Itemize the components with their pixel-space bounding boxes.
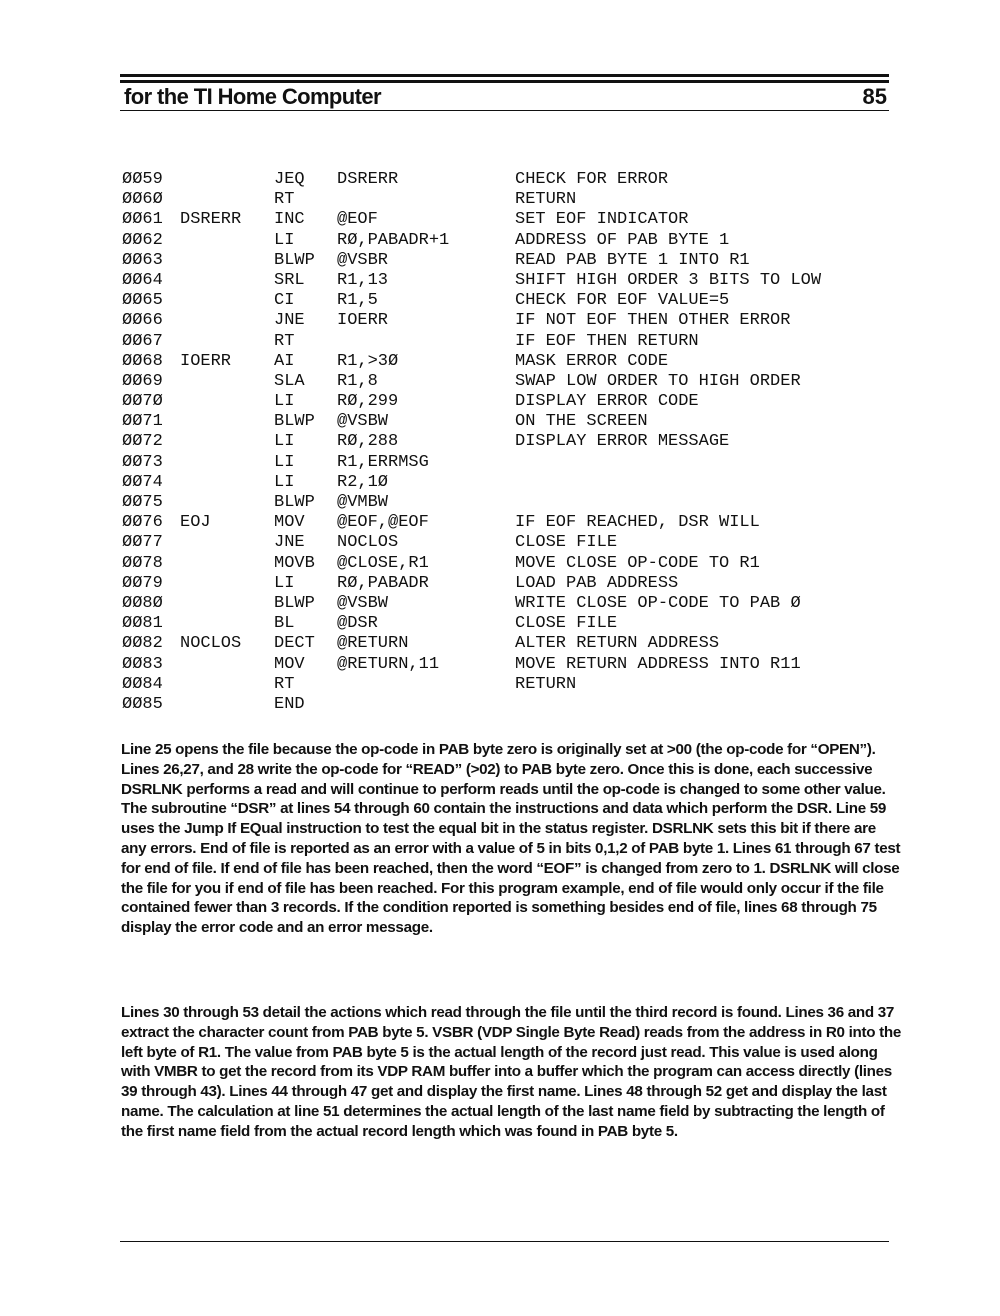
line-opcode: RT — [274, 331, 295, 351]
line-comment: CLOSE FILE — [515, 533, 618, 553]
line-number: ØØ59 — [122, 170, 163, 189]
line-comment: IF EOF REACHED, DSR WILL — [515, 513, 760, 533]
line-operand: NOCLOS — [337, 533, 399, 553]
line-opcode: SLA — [274, 371, 305, 391]
line-comment: SWAP LOW ORDER TO HIGH ORDER — [515, 371, 801, 391]
header-rule-second — [120, 80, 889, 83]
line-opcode: JNE — [274, 311, 305, 331]
line-number: ØØ72 — [122, 432, 163, 452]
line-number: ØØ75 — [122, 493, 163, 512]
line-number: ØØ81 — [122, 614, 163, 634]
running-head-title: for the TI Home Computer — [124, 84, 381, 109]
line-comment: WRITE CLOSE OP-CODE TO PAB Ø — [515, 593, 801, 613]
line-operand: R1,ERRMSG — [337, 452, 429, 472]
line-number: ØØ62 — [122, 230, 163, 250]
line-comment: CHECK FOR EOF VALUE=5 — [515, 291, 730, 311]
line-number: ØØ71 — [122, 412, 163, 432]
line-operand: R1,5 — [337, 291, 378, 311]
line-comment: MOVE CLOSE OP-CODE TO R1 — [515, 553, 760, 573]
line-number: ØØ8Ø — [122, 593, 163, 613]
line-number: ØØ78 — [122, 553, 163, 573]
line-opcode: BLWP — [274, 412, 315, 432]
header-rule-under — [120, 110, 889, 111]
line-opcode: MOV — [274, 654, 305, 674]
line-opcode: MOV — [274, 513, 305, 533]
line-opcode: BLWP — [274, 593, 315, 613]
page-number: 85 — [862, 84, 887, 109]
line-comment: LOAD PAB ADDRESS — [515, 573, 679, 593]
line-comment: IF NOT EOF THEN OTHER ERROR — [515, 311, 791, 331]
line-number: ØØ74 — [122, 472, 163, 492]
line-opcode: LI — [274, 573, 295, 593]
line-opcode: LI — [274, 472, 295, 492]
line-number: ØØ64 — [122, 270, 163, 290]
line-opcode: CI — [274, 291, 295, 311]
line-number: ØØ6Ø — [122, 190, 163, 210]
line-opcode: BLWP — [274, 250, 315, 270]
line-number: ØØ77 — [122, 533, 163, 553]
line-opcode: LI — [274, 392, 295, 412]
body-paragraph-2: Lines 30 through 53 detail the actions which read through the file until the third record is found. Lines 36 and 37 extract the character count from PAB byte 5. VSBR (VDP Single Byte Read) reads from the address in R0 into the left byte of R1. The value from PAB byte 5 is the actual length of the record just read. This value is used along with VMBR to get the record from its VDP RAM buffer into a buffer which the program can access directly (lines 39 through 43). Lines 44 through 47 get and display the first name. Lines 48 through 52 get and display the last name. The calculation at line 51 determines the actual length of the last name field by subtracting the length of the first name field from the actual record length which was found in PAB byte 5. — [121, 1004, 902, 1140]
line-comment: MOVE RETURN ADDRESS INTO R11 — [515, 654, 801, 674]
line-operand: DSRERR — [337, 170, 399, 189]
line-opcode: AI — [274, 351, 295, 371]
line-number: ØØ65 — [122, 291, 163, 311]
body-paragraph-1: Line 25 opens the file because the op-code in PAB byte zero is originally set at >00 (the op-code for “OPEN”). Lines 26,27, and 28 write the op-code for “READ” (>02) to PAB byte zero. Once this is done, each successive DSRLNK performs a read and will continue to perform reads until the op-code is changed to some other value. The subroutine “DSR” at lines 54 through 60 contain the instructions and data which perform the DSR. Line 59 uses the Jump If EQual instruction to test the equal bit in the status register. DSRLNK sets this bit if there are any errors. End of file is reported as an error with a value of 5 in bits 0,1,2 of PAB byte 1. Lines 61 through 67 test for end of file. If end of file has been reached, then the word “EOF” is changed from zero to 1. DSRLNK will close the file for you if end of file has been reached. For this program example, end of file would only occur if the file contained fewer than 3 records. If the condition reported is something besides end of file, lines 68 through 75 display the error code and an error message. — [121, 741, 901, 937]
line-opcode: RT — [274, 190, 295, 210]
line-comment: ON THE SCREEN — [515, 412, 648, 432]
line-operand: @DSR — [337, 614, 378, 634]
line-operand: @CLOSE,R1 — [337, 553, 429, 573]
footer-rule — [120, 1241, 889, 1242]
line-operand: R1,13 — [337, 270, 389, 290]
line-operand: RØ,288 — [337, 432, 399, 452]
line-number: ØØ61 — [122, 210, 163, 230]
line-number: ØØ63 — [122, 250, 163, 270]
line-operand: @EOF — [337, 210, 378, 230]
line-operand: IOERR — [337, 311, 389, 331]
line-number: ØØ76 — [122, 513, 163, 533]
line-opcode: LI — [274, 230, 295, 250]
line-opcode: JEQ — [274, 170, 305, 189]
line-comment: RETURN — [515, 190, 577, 210]
line-operand: @VMBW — [337, 493, 389, 512]
line-operand: @EOF,@EOF — [337, 513, 429, 533]
line-number: ØØ69 — [122, 371, 163, 391]
line-operand: @RETURN — [337, 634, 409, 654]
line-number: ØØ84 — [122, 674, 163, 694]
line-opcode: JNE — [274, 533, 305, 553]
line-operand: R1,8 — [337, 371, 378, 391]
line-opcode: END — [274, 694, 305, 714]
line-label: NOCLOS — [180, 634, 242, 654]
line-comment: ALTER RETURN ADDRESS — [515, 634, 720, 654]
line-number: ØØ68 — [122, 351, 163, 371]
line-number: ØØ79 — [122, 573, 163, 593]
line-comment: SET EOF INDICATOR — [515, 210, 689, 230]
line-comment: CHECK FOR ERROR — [515, 170, 669, 189]
line-comment: IF EOF THEN RETURN — [515, 331, 699, 351]
line-opcode: DECT — [274, 634, 315, 654]
line-number: ØØ66 — [122, 311, 163, 331]
line-opcode: BLWP — [274, 493, 315, 512]
line-comment: RETURN — [515, 674, 577, 694]
line-comment: ADDRESS OF PAB BYTE 1 — [515, 230, 730, 250]
line-comment: SHIFT HIGH ORDER 3 BITS TO LOW — [515, 270, 822, 290]
line-operand: @VSBR — [337, 250, 389, 270]
line-operand: RØ,PABADR+1 — [337, 230, 450, 250]
line-opcode: INC — [274, 210, 305, 230]
line-opcode: BL — [274, 614, 295, 634]
line-label: DSRERR — [180, 210, 242, 230]
line-operand: @VSBW — [337, 593, 389, 613]
line-operand: @VSBW — [337, 412, 389, 432]
line-opcode: MOVB — [274, 553, 315, 573]
line-label: EOJ — [180, 513, 211, 533]
line-opcode: LI — [274, 432, 295, 452]
line-number: ØØ7Ø — [122, 392, 163, 412]
line-comment: MASK ERROR CODE — [515, 351, 669, 371]
line-opcode: LI — [274, 452, 295, 472]
line-comment: DISPLAY ERROR MESSAGE — [515, 432, 730, 452]
line-number: ØØ82 — [122, 634, 163, 654]
line-operand: R2,1Ø — [337, 472, 389, 492]
line-opcode: RT — [274, 674, 295, 694]
line-opcode: SRL — [274, 270, 305, 290]
line-comment: DISPLAY ERROR CODE — [515, 392, 699, 412]
line-number: ØØ67 — [122, 331, 163, 351]
line-comment: CLOSE FILE — [515, 614, 618, 634]
line-number: ØØ83 — [122, 654, 163, 674]
line-number: ØØ85 — [122, 694, 163, 714]
line-operand: RØ,299 — [337, 392, 399, 412]
line-label: IOERR — [180, 351, 232, 371]
line-number: ØØ73 — [122, 452, 163, 472]
line-operand: RØ,PABADR — [337, 573, 429, 593]
line-comment: READ PAB BYTE 1 INTO R1 — [515, 250, 750, 270]
header-rule-top — [120, 74, 889, 77]
line-operand: R1,>3Ø — [337, 351, 399, 371]
line-operand: @RETURN,11 — [337, 654, 440, 674]
